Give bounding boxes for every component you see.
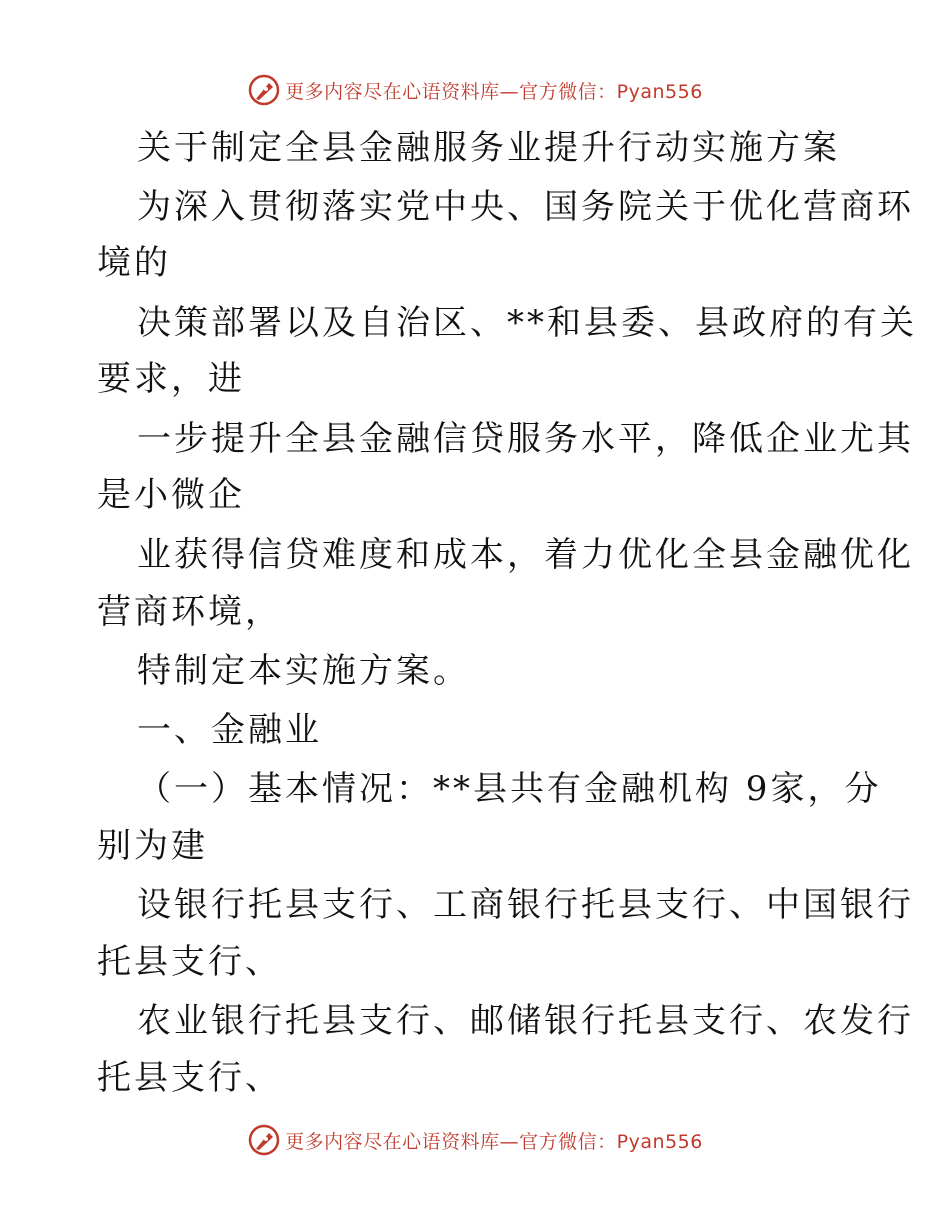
paragraph-line: 营商环境， [97,592,282,632]
paragraph-line: 要求，进 [97,359,245,399]
paragraph-line: 为深入贯彻落实党中央、国务院关于优化营商环 [137,187,914,227]
watermark-banner-bottom [0,1118,950,1162]
paragraph-line: 境的 [97,243,171,283]
paragraph-line: 是小微企 [97,475,245,515]
paragraph-line: 农业银行托县支行、邮储银行托县支行、农发行 [137,1001,914,1041]
document-title: 关于制定全县金融服务业提升行动实施方案 [137,128,840,168]
paragraph-line: 设银行托县支行、工商银行托县支行、中国银行 [137,885,914,925]
paragraph-line: 托县支行、 [97,942,282,982]
watermark-text: 更多内容尽在心语资料库—官方微信：Pyan556 [285,1130,703,1153]
paragraph-line: 别为建 [97,826,208,866]
paragraph-line: 托县支行、 [97,1058,282,1098]
paragraph-line: 业获得信贷难度和成本，着力优化全县金融优化 [137,535,914,575]
paragraph-line: 一步提升全县金融信贷服务水平，降低企业尤其 [137,419,914,459]
section-heading: 一、金融业 [137,710,322,750]
pen-nib-logo-icon [247,1123,281,1157]
paragraph-line: 决策部署以及自治区、**和县委、县政府的有关 [137,303,917,343]
paragraph-line: 特制定本实施方案。 [137,651,470,691]
watermark-text: 更多内容尽在心语资料库—官方微信：Pyan556 [285,80,703,103]
paragraph-line: （一）基本情况：**县共有金融机构 9家，分 [137,769,882,809]
